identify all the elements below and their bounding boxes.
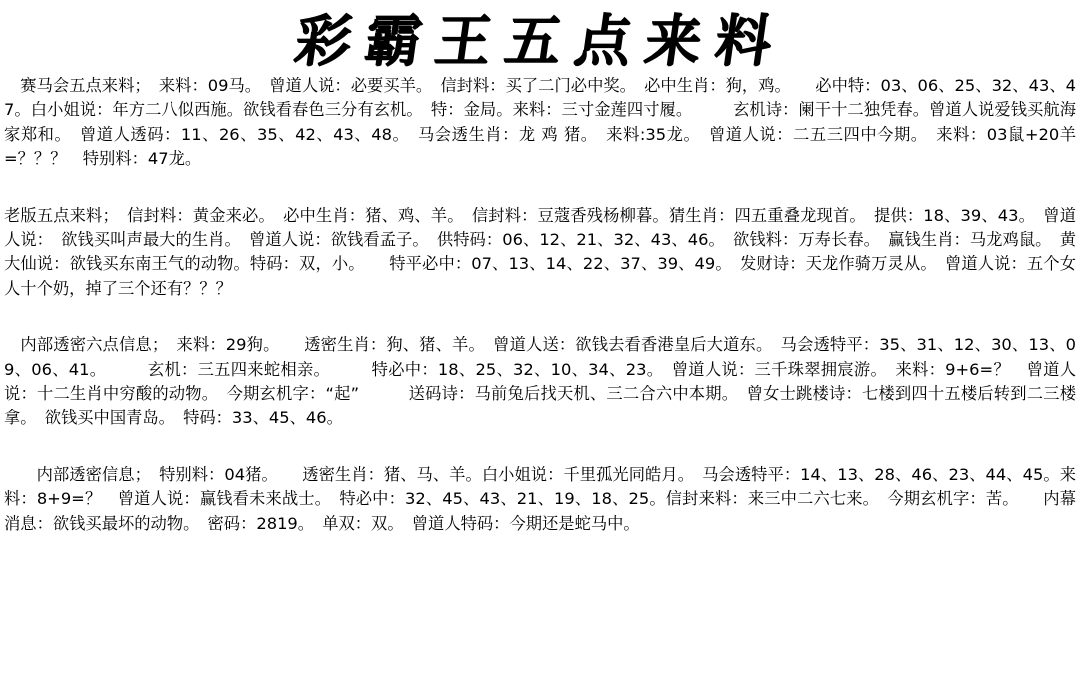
- document-body: [4, 74, 1076, 536]
- paragraph-neibu-xinxi: 内部透密信息； 特别料：04猪。 透密生肖：猪、马、羊。白小姐说：千里孤光同皓月。 马会透特平：14、13、28、46、23、44、45。来料：8+9=？ 曾道人说：赢钱看未来战士。 特必中：32、45、43、21、19、18、25。信封来料：来三中二六七来。 今期玄机字：苦。 内幕消息：欲钱买最坏的动物。 密码：2819。 单双：双。 曾道人特码：今期还是蛇马中。: [4, 464, 1076, 533]
- page-title: 彩霸王五点来料: [290, 8, 790, 74]
- paragraph-saimahui: 赛马会五点来料； 来料：09马。 曾道人说：必要买羊。 信封料：买了二门必中奖。 必中生肖：狗，鸡。 必中特：03、06、25、32、43、47。白小姐说：年方二八似西施。欲钱看春色三分有玄机。 特：金局。来料：三寸金莲四寸履。 玄机诗：阑干十二独凭春。曾道人说爱钱买航海家郑和。 曾道人透码：11、26、35、42、43、48。 马会透生肖：龙 鸡 猪。 来料:35龙。 曾道人说：二五三四中今期。 来料：03鼠+20羊=？？？ 特别料：47龙。: [4, 76, 1076, 169]
- paragraph-neibu-liudian: 内部透密六点信息； 来料：29狗。 透密生肖：狗、猪、羊。 曾道人送：欲钱去看香港皇后大道东。 马会透特平：35、31、12、30、13、09、06、41。 玄机：三五四来蛇相亲。 特必中：18、25、32、10、34、23。 曾道人说：三千珠翠拥宸游。 来料：9+6=？ 曾道人说：十二生肖中穷酸的动物。 今期玄机字：“起” 送码诗：马前兔后找天机、三二合六中本期。 曾女士跳楼诗：七楼到四十五楼后转到二三楼拿。 欲钱买中国青岛。 特码：33、45、46。: [4, 335, 1076, 428]
- paragraph-laoban: 老版五点来料； 信封料：黄金来必。 必中生肖：猪、鸡、羊。 信封料：豆蔻香残杨柳暮。猜生肖：四五重叠龙现首。 提供：18、39、43。 曾道人说： 欲钱买叫声最大的生肖。 曾道人说：欲钱看孟子。 供特码：06、12、21、32、43、46。 欲钱料：万寿长春。 赢钱生肖：马龙鸡鼠。 黄大仙说：欲钱买东南王气的动物。特码：双，小。 特平必中：07、13、14、22、37、39、49。 发财诗：天龙作骑万灵从。 曾道人说：五个女人十个奶，掉了三个还有？？？: [4, 205, 1076, 298]
